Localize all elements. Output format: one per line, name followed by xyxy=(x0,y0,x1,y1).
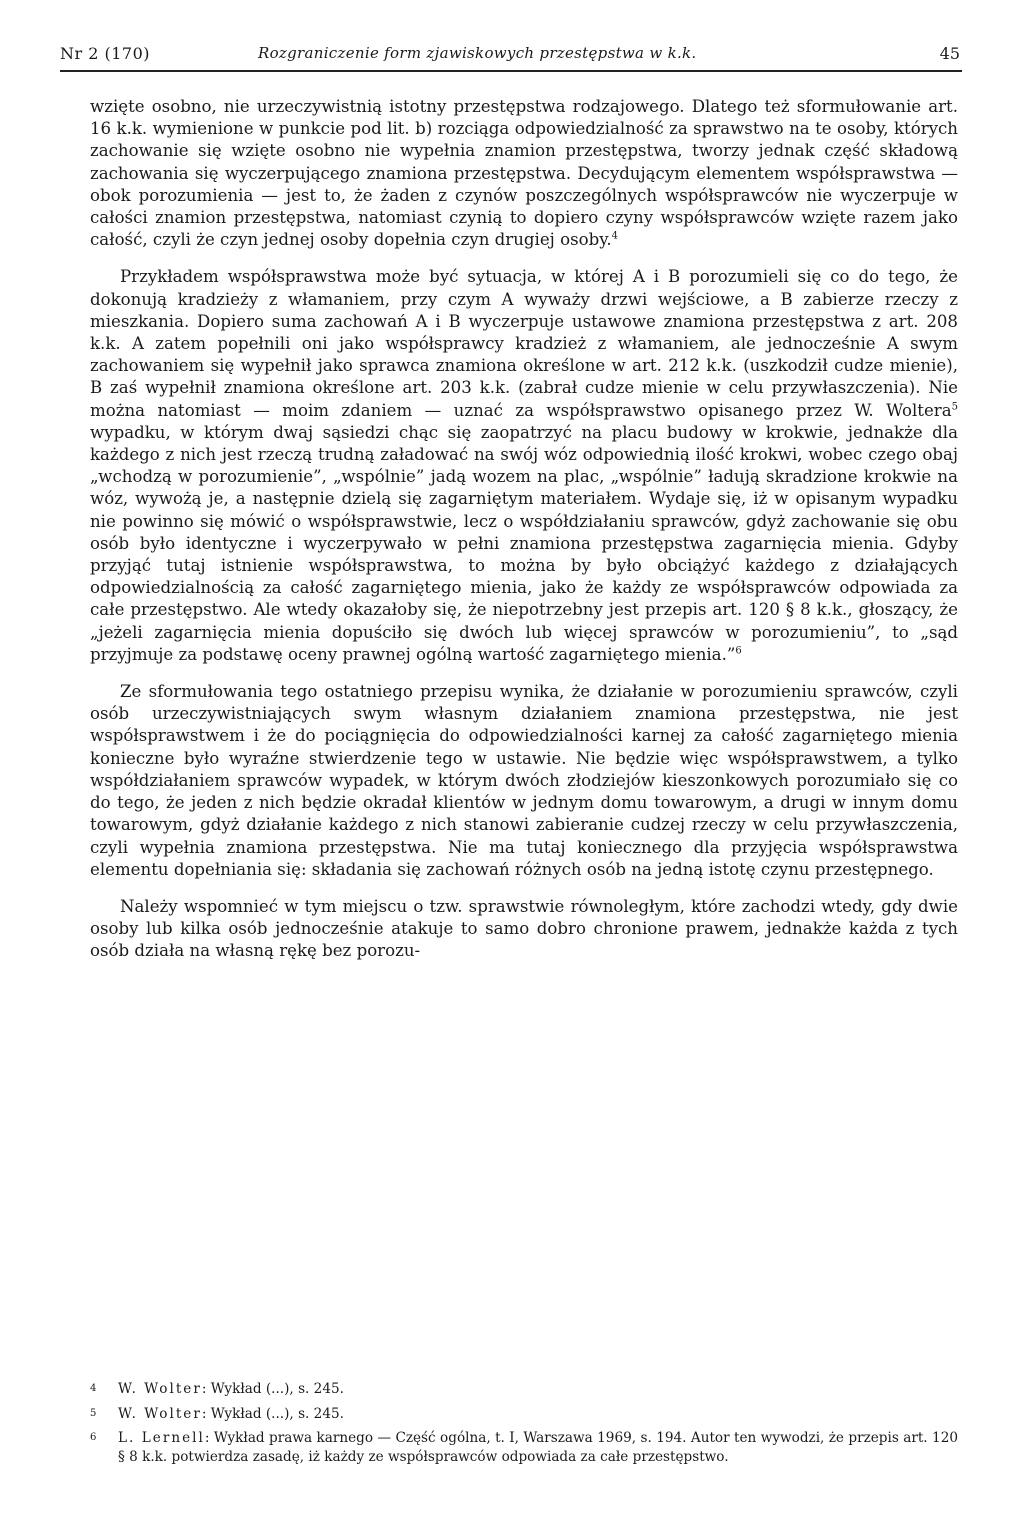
footnote-author: W. Wolter xyxy=(118,1405,202,1422)
footnote-6 xyxy=(90,1429,958,1466)
footnote-author: W. Wolter xyxy=(118,1381,202,1397)
issue-number: Nr 2 (170) xyxy=(60,44,151,63)
footnote-text: : Wykład (...), s. 245. xyxy=(201,1405,344,1422)
paragraph-4 xyxy=(90,896,958,963)
footnote-ref-4[interactable]: 4 xyxy=(611,230,619,242)
page-number: 45 xyxy=(939,44,960,63)
footnote-author: L. Lernell xyxy=(118,1430,205,1446)
paragraph-3 xyxy=(90,681,958,881)
footnote-ref-5[interactable]: 5 xyxy=(951,401,958,413)
footnote-mark: 4 xyxy=(90,1383,97,1394)
footnote-text: : Wykład (...), s. 245. xyxy=(201,1381,344,1397)
paragraph-text: wypadku, w którym dwaj sąsiedzi chąc się zaopatrzyć na placu budowy w krokwie, jednakże dla każdego z nich jest rzeczą trudną załadować na swój wóz odpowiednią ilość krokwi, wobec czego obaj „wchodzą w porozumienie”, „wspólnie” jadą wozem na plac, „wspólnie” ładują skradzione krokwie na wóz, wywożą je, a następnie dzielą się zagarniętym materiałem. Wydaje się, iż w opisanym wypadku nie powinno się mówić o współsprawstwie, lecz o współdziałaniu sprawców, gdyż zachowanie się obu osób było identyczne i wyczerpywało w pełni znamiona przestępstwa zagarnięcia mienia. Gdyby przyjąć tutaj istnienie współsprawstwa, to można by było obciążyć każdego z działających odpowiedzialnością za całość zagarniętego mienia, jako że każdy ze współsprawców odpowiada za całe przestępstwo. Ale wtedy okazałoby się, że niepotrzebny jest przepis art. 120 § 8 k.k., głoszący, że „jeżeli zagarnięcia mienia dopuściło się dwóch lub więcej sprawców w porozumieniu”, to „sąd przyjmuje za podstawę oceny prawnej ogólną wartość zagarniętego mienia.” xyxy=(90,422,958,664)
paragraph-text: wzięte osobno, nie urzeczywistnią istotny przestępstwa rodzajowego. Dlatego też sformułowanie art. 16 k.k. wymienione w punkcie pod lit. b) rozciąga odpowiedzialność za sprawstwo na te osoby, których zachowanie się wzięte osobno nie wypełnia znamion przestępstwa, tworzy jednak część składową zachowania się wyczerpującego znamiona przestępstwa. Decydującym elementem współsprawstwa — obok porozumienia — jest to, że żaden z czynów poszczególnych współsprawców nie wyczerpuje w całości znamion przestępstwa, natomiast czynią to dopiero czyny współsprawców wzięte razem jako całość, czyli że czyn jednej osoby dopełnia czyn drugiej osoby. xyxy=(90,97,958,250)
paragraph-text: Ze sformułowania tego ostatniego przepisu wynika, że działanie w porozumieniu sprawców, czyli osób urzeczywistniających swym własnym działaniem znamiona przestępstwa, nie jest współsprawstwem i że do pociągnięcia do odpowiedzialności karnej za całość zagarniętego mienia konieczne było wyraźne stwierdzenie tego w ustawie. Nie będzie więc współsprawstwem, a tylko współdziałaniem sprawców wypadek, w którym dwóch złodziejów kieszonkowych porozumiało się co do tego, że jeden z nich będzie okradał klientów w jednym domu towarowym, a drugi w innym domu towarowym, gdyż działanie każdego z nich stanowi zabieranie cudzej rzeczy w celu przywłaszczenia, czyli wypełnia znamiona przestępstwa. Nie ma tutaj koniecznego dla przyjęcia współsprawstwa elementu dopełniania się: składania się zachowań różnych osób na jedną istotę czynu przestępnego. xyxy=(90,682,958,879)
running-title: Rozgraniczenie form zjawiskowych przestępstwa w k.k. xyxy=(258,44,697,62)
footnote-mark: 6 xyxy=(90,1432,97,1443)
running-header xyxy=(60,40,962,72)
footnote-5 xyxy=(90,1405,958,1424)
paragraph-1 xyxy=(90,96,958,251)
footnote-ref-6[interactable]: 6 xyxy=(735,645,742,657)
footnote-text: : Wykład prawa karnego — Część ogólna, t. I, Warszawa 1969, s. 194. Autor ten wywodzi, że przepis art. 120 § 8 k.k. potwierdza zasadę, iż każdy ze współsprawców odpowiada za całe przestępstwo. xyxy=(118,1430,958,1465)
paragraph-2 xyxy=(90,266,958,666)
article-body xyxy=(90,96,958,963)
paragraph-text: Przykładem współsprawstwa może być sytuacja, w której A i B porozumieli się co do tego, że dokonują kradzieży z włamaniem, przy czym A wyważy drzwi wejściowe, a B zabierze rzeczy z mieszkania. Dopiero suma zachowań A i B wyczerpuje ustawowe znamiona przestępstwa z art. 208 k.k. A zatem popełnili oni jako współsprawcy kradzież z włamaniem, ale jednocześnie A swym zachowaniem się wypełnił jako sprawca znamiona określone w art. 212 k.k. (uszkodził cudze mienie), B zaś wypełnił znamiona określone art. 203 k.k. (zabrał cudze mienie w celu przywłaszczenia). Nie można natomiast — moim zdaniem — uznać za współsprawstwo opisanego przez W. Woltera xyxy=(90,267,958,420)
paragraph-text: Należy wspomnieć w tym miejscu o tzw. sprawstwie równoległym, które zachodzi wtedy, gdy dwie osoby lub kilka osób jednocześnie atakuje to samo dobro chronione prawem, jednakże każda z tych osób działa na własną rękę bez porozu- xyxy=(90,896,958,961)
footnote-4 xyxy=(90,1380,958,1399)
footnotes xyxy=(90,1380,958,1472)
footnote-mark: 5 xyxy=(90,1407,97,1419)
